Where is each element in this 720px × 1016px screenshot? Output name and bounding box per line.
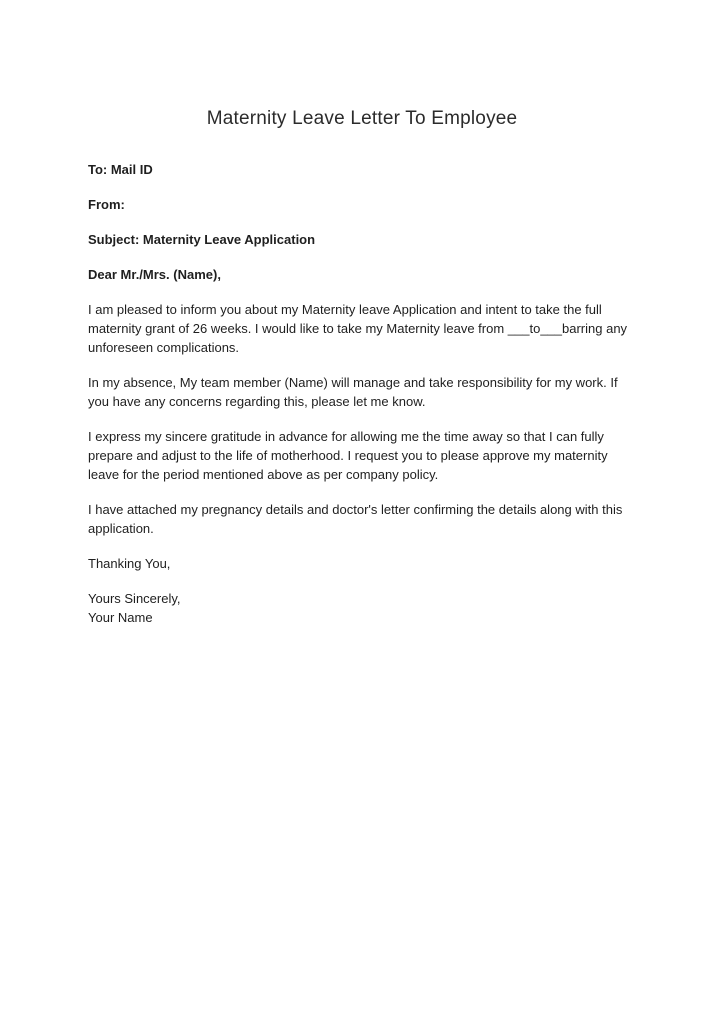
- body-paragraph-4: I have attached my pregnancy details and doctor's letter confirming the details along with this application.: [88, 502, 623, 536]
- from-line: From:: [88, 197, 125, 212]
- letter-content: [88, 0, 636, 627]
- salutation: Dear Mr./Mrs. (Name),: [88, 267, 221, 282]
- signature-name: Your Name: [88, 610, 153, 625]
- closing-line: Thanking You,: [88, 556, 171, 571]
- to-line: To: Mail ID: [88, 162, 153, 177]
- subject-line: Subject: Maternity Leave Application: [88, 232, 316, 247]
- letter-title: Maternity Leave Letter To Employee: [206, 108, 518, 129]
- body-paragraph-3: I express my sincere gratitude in advance for allowing me the time away so that I can fully prepare and adjust to the life of motherhood. I request you to please approve my maternity leave for the period mentioned above as per company policy.: [88, 429, 608, 482]
- signoff-line: Yours Sincerely,: [88, 591, 181, 606]
- body-paragraph-1: I am pleased to inform you about my Maternity leave Application and intent to take the full maternity grant of 26 weeks. I would like to take my Maternity leave from ___to___barring any unforeseen complications.: [88, 302, 628, 355]
- signoff-block: [88, 589, 636, 627]
- body-paragraph-2: In my absence, My team member (Name) will manage and take responsibility for my work. If you have any concerns regarding this, please let me know.: [88, 375, 618, 409]
